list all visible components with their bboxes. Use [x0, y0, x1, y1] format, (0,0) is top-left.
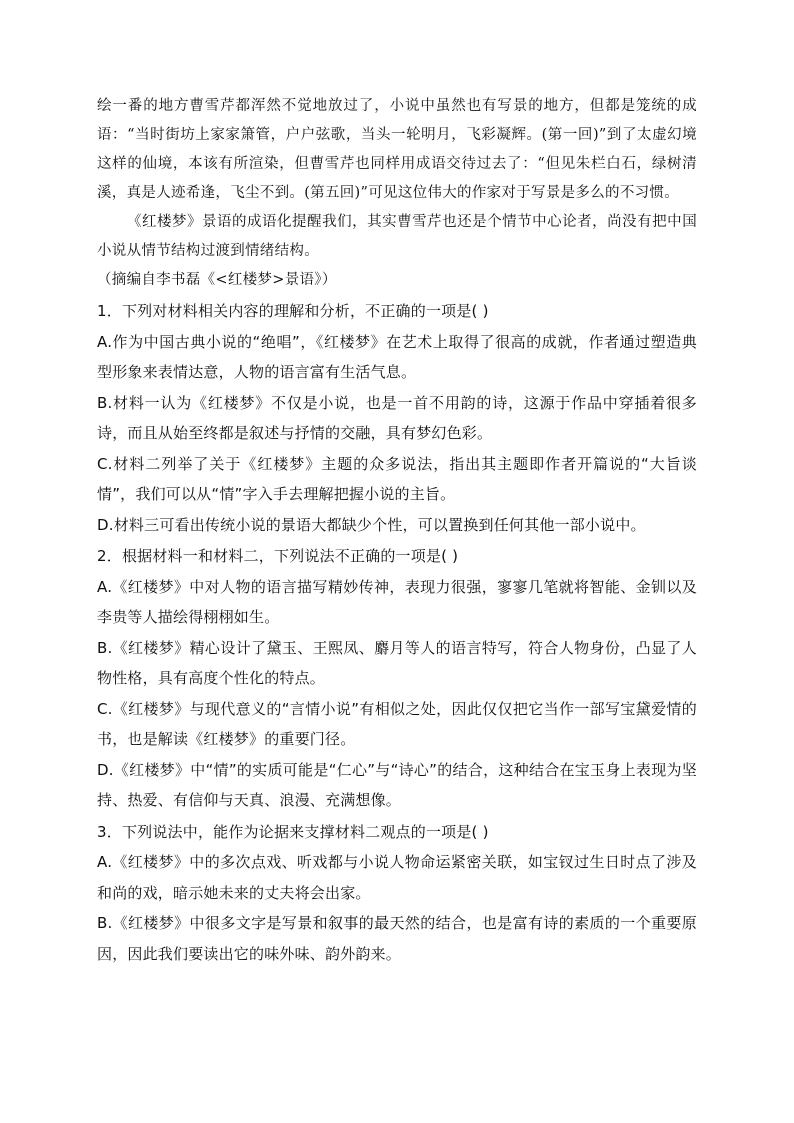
question-2-option-b: B.《红楼梦》精心设计了黛玉、王熙凤、麝月等人的语言特写，符合人物身份，凸显了人物性格，具有高度个性化的特点。 — [97, 638, 697, 687]
question-3-option-a: A.《红楼梦》中的多次点戏、听戏都与小说人物命运紧密关联，如宝钗过生日时点了涉及和尚的戏，暗示她未来的丈夫将会出家。 — [97, 853, 697, 902]
question-2-option-a: A.《红楼梦》中对人物的语言描写精妙传神，表现力很强，寥寥几笔就将智能、金钏以及李贵等人描绘得栩栩如生。 — [97, 577, 697, 626]
passage-paragraph-1: 绘一番的地方曹雪芹都浑然不觉地放过了，小说中虽然也有写景的地方，但都是笼统的成语：“当时街坊上家家箫管，户户弦歌，当头一轮明月，飞彩凝辉。(第一回)”到了太虚幻境这样的仙境，本该有所渲染，但曹雪芹也同样用成语交待过去了：“但见朱栏白石，绿树清溪，真是人迹希逢，飞尘不到。(第五回)”可见这位伟大的作家对于写景是多么的不习惯。 — [97, 98, 697, 201]
question-2 — [97, 541, 697, 816]
passage — [97, 92, 697, 295]
question-1-option-d: D.材料三可看出传统小说的景语大都缺少个性，可以置换到任何其他一部小说中。 — [97, 515, 646, 534]
passage-source: （摘编自李书磊《<红楼梦>景语》） — [97, 272, 337, 288]
page-content — [97, 92, 697, 969]
question-2-option-d: D.《红楼梦》中“情”的实质可能是“仁心”与“诗心”的结合，这种结合在宝玉身上表现为坚持、热爱、有信仰与天真、浪漫、充满想像。 — [97, 760, 697, 809]
question-2-stem: 2．根据材料一和材料二，下列说法不正确的一项是( ) — [97, 547, 459, 565]
question-1-option-b: B.材料一认为《红楼梦》不仅是小说，也是一首不用韵的诗，这源于作品中穿插着很多诗，而且从始至终都是叙述与抒情的交融，具有梦幻色彩。 — [97, 393, 697, 442]
question-3-option-b: B.《红楼梦》中很多文字是写景和叙事的最天然的结合，也是富有诗的素质的一个重要原因，因此我们要读出它的味外味、韵外韵来。 — [97, 914, 697, 963]
question-1-option-a: A.作为中国古典小说的“绝唱”，《红楼梦》在艺术上取得了很高的成就，作者通过塑造典型形象来表情达意，人物的语言富有生活气息。 — [97, 332, 697, 381]
question-1-option-c: C.材料二列举了关于《红楼梦》主题的众多说法，指出其主题即作者开篇说的“大旨谈情”，我们可以从“情”字入手去理解把握小说的主旨。 — [97, 454, 697, 503]
question-3 — [97, 817, 697, 970]
passage-paragraph-2: 《红楼梦》景语的成语化提醒我们，其实曹雪芹也还是个情节中心论者，尚没有把中国小说从情节结构过渡到情绪结构。 — [97, 214, 697, 259]
question-1 — [97, 296, 697, 540]
question-1-stem: 1．下列对材料相关内容的理解和分析，不正确的一项是( ) — [97, 302, 489, 320]
question-3-stem: 3．下列说法中，能作为论据来支撑材料二观点的一项是( ) — [97, 822, 489, 841]
question-2-option-c: C.《红楼梦》与现代意义的“言情小说”有相似之处，因此仅仅把它当作一部写宝黛爱情的书，也是解读《红楼梦》的重要门径。 — [97, 699, 697, 748]
